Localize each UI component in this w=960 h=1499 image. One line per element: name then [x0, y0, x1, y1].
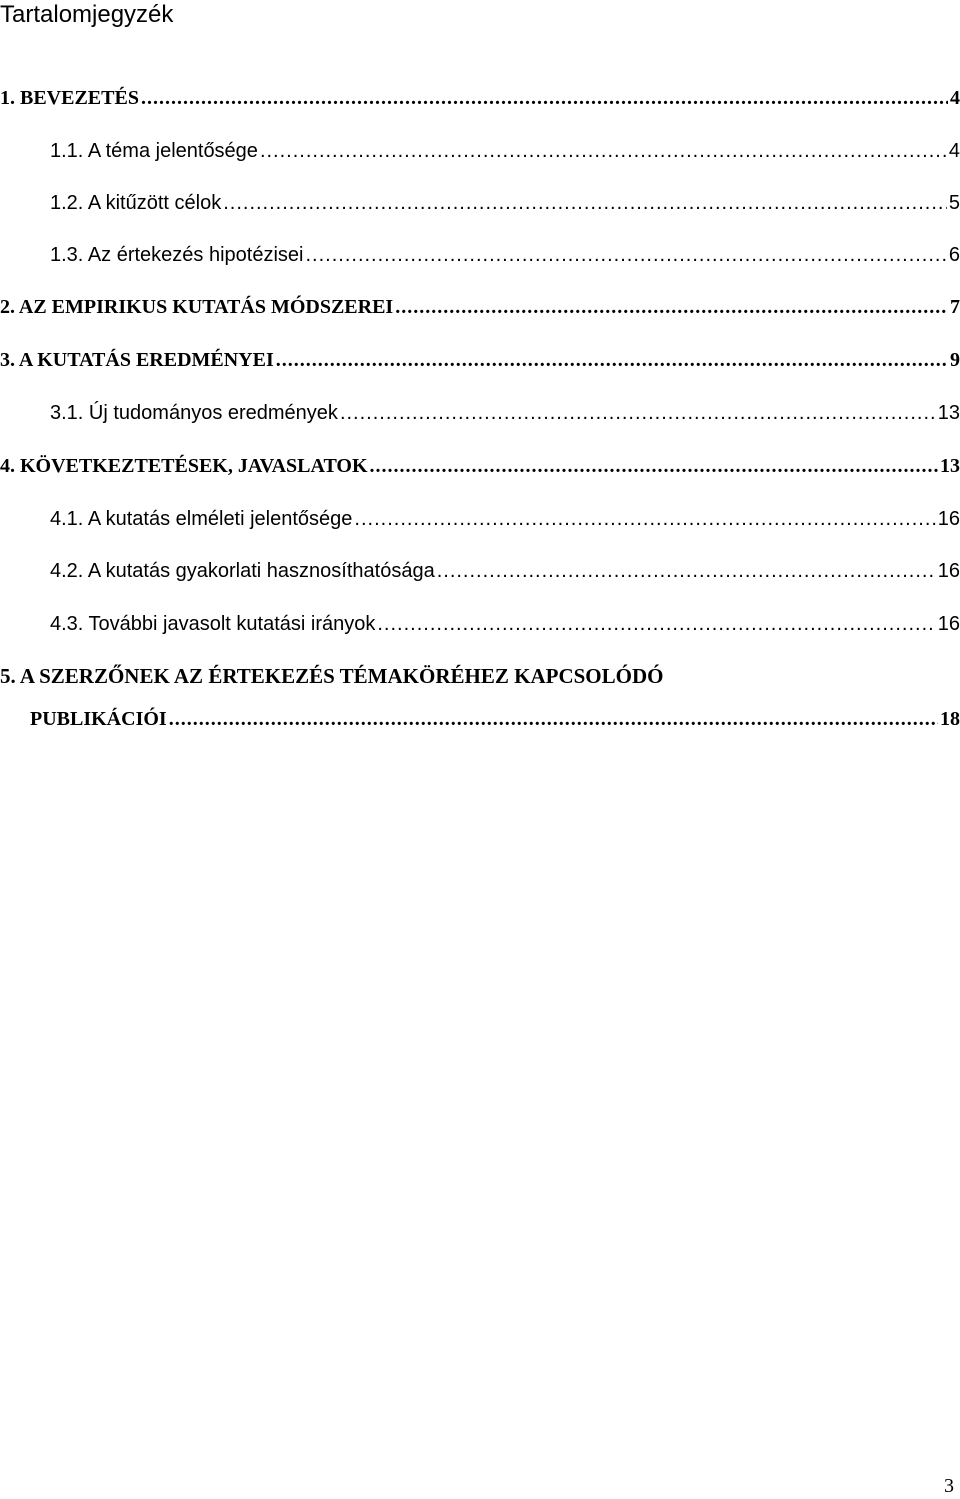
- toc-entry-label: 3.1. Új tudományos eredmények: [50, 402, 338, 424]
- toc-entry-label: 2. AZ EMPIRIKUS KUTATÁS MÓDSZEREI: [0, 296, 394, 318]
- toc-entry-1-2[interactable]: [50, 189, 960, 217]
- toc-entry-4-2[interactable]: [50, 557, 960, 585]
- toc-entry-label: 4.1. A kutatás elméleti jelentősége: [50, 508, 353, 530]
- toc-entry-1-1[interactable]: [50, 137, 960, 165]
- toc-entry-page: 13: [940, 455, 960, 477]
- toc-entry-4-1[interactable]: [50, 505, 960, 533]
- toc-entry-page: 18: [940, 708, 960, 730]
- toc-entry-page: 16: [937, 508, 960, 530]
- toc-entry-label: 4.3. További javasolt kutatási irányok: [50, 613, 376, 635]
- toc-entry-label: 1.1. A téma jelentősége: [50, 140, 258, 162]
- toc-leader-dots: [260, 137, 947, 165]
- toc-entry-5[interactable]: [30, 705, 960, 733]
- toc-entry-page: 16: [937, 613, 960, 635]
- toc-entry-page: 9: [950, 349, 960, 371]
- toc-entry-label: 1.2. A kitűzött célok: [50, 192, 222, 214]
- toc-entry-label: 4.2. A kutatás gyakorlati hasznosíthatósága: [50, 560, 435, 582]
- toc-leader-dots: [437, 557, 936, 585]
- page-title: Tartalomjegyzék: [0, 1, 174, 28]
- toc-entry-page: 4: [950, 87, 960, 109]
- toc-entry-1[interactable]: [0, 84, 960, 112]
- toc-leader-dots: [340, 399, 936, 427]
- toc-entry-4[interactable]: [0, 452, 960, 480]
- toc-entry-page: 6: [948, 244, 960, 266]
- toc-entry-page: 13: [937, 402, 960, 424]
- toc-entry-3[interactable]: [0, 346, 960, 374]
- toc-entry-4-3[interactable]: [50, 610, 960, 638]
- toc-leader-dots: [223, 189, 947, 217]
- toc-leader-dots: [305, 241, 946, 269]
- toc-leader-dots: [169, 705, 938, 733]
- toc-entry-3-1[interactable]: [50, 399, 960, 427]
- toc-leader-dots: [395, 293, 948, 321]
- toc-entry-label: 4. KÖVETKEZTETÉSEK, JAVASLATOK: [0, 455, 368, 477]
- toc-entry-label: 1.3. Az értekezés hipotézisei: [50, 244, 304, 266]
- toc-entry-page: 16: [937, 560, 960, 582]
- toc-leader-dots: [141, 84, 948, 112]
- toc-entry-page: 7: [950, 296, 960, 318]
- toc-entry-label: 3. A KUTATÁS EREDMÉNYEI: [0, 349, 274, 371]
- toc-leader-dots: [354, 505, 935, 533]
- toc-leader-dots: [377, 610, 935, 638]
- toc-leader-dots: [276, 346, 948, 374]
- toc-entry-page: 5: [948, 192, 960, 214]
- toc-entry-page: 4: [948, 140, 960, 162]
- toc-entry-label: 5. A SZERZŐNEK AZ ÉRTEKEZÉS TÉMAKÖRÉHEZ KAPCSOLÓDÓ: [0, 664, 664, 688]
- toc-leader-dots: [370, 452, 938, 480]
- toc-entry-1-3[interactable]: [50, 241, 960, 269]
- toc-entry-5-label[interactable]: [0, 662, 663, 690]
- toc-entry-label: 1. BEVEZETÉS: [0, 87, 139, 109]
- page-number: 3: [944, 1475, 954, 1497]
- toc-entry-label-continued: PUBLIKÁCIÓI: [30, 708, 167, 730]
- toc-entry-2[interactable]: [0, 293, 960, 321]
